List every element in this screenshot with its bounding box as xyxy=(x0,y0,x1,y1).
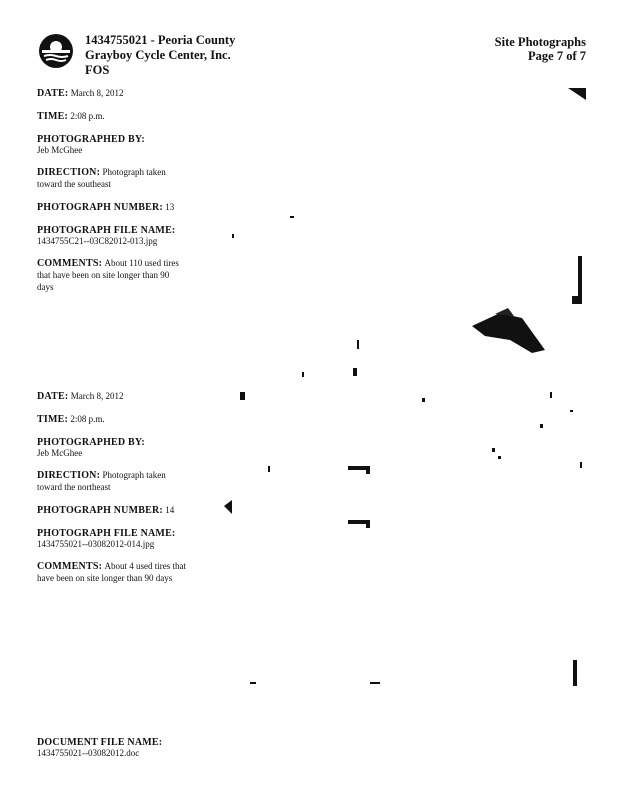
site-photo-14 xyxy=(210,388,588,688)
header-page-number: Page 7 of 7 xyxy=(528,49,586,63)
photo-entry-14 xyxy=(37,391,187,596)
direction-label: DIRECTION: xyxy=(37,470,101,481)
header-facility-name: Grayboy Cycle Center, Inc. xyxy=(85,48,231,62)
photographer-value: Jeb McGhee xyxy=(37,145,83,155)
document-file-value: 1434755021--03082012.doc xyxy=(37,748,140,758)
time-label: TIME: xyxy=(37,111,68,122)
photo-file-value: 1434755C21--03C82012-013.jpg xyxy=(37,236,158,246)
photo-13-image xyxy=(210,88,588,388)
date-value: March 8, 2012 xyxy=(70,88,124,98)
photo-entry-13 xyxy=(37,88,187,305)
time-value: 2:08 p.m. xyxy=(70,111,105,121)
photo-number-value: 13 xyxy=(165,202,175,212)
comments-label: COMMENTS: xyxy=(37,561,103,572)
photo-file-label: PHOTOGRAPH FILE NAME: xyxy=(37,528,176,539)
photographer-label: PHOTOGRAPHED BY: xyxy=(37,134,145,145)
comments-value: About 110 used tires that have been on site longer than 90 days xyxy=(37,258,179,292)
direction-label: DIRECTION: xyxy=(37,167,101,178)
comments-label: COMMENTS: xyxy=(37,258,103,269)
header-doc-title: Site Photographs xyxy=(494,35,586,49)
photo-file-label: PHOTOGRAPH FILE NAME: xyxy=(37,225,176,236)
direction-value: Photograph taken toward the northeast xyxy=(37,470,166,492)
header-page-block xyxy=(495,35,586,63)
agency-seal-logo xyxy=(38,33,74,69)
document-file-block xyxy=(37,737,162,759)
header-facility-id: 1434755021 - Peoria County xyxy=(85,33,236,47)
date-value: March 8, 2012 xyxy=(70,391,124,401)
date-label: DATE: xyxy=(37,88,69,99)
date-label: DATE: xyxy=(37,391,69,402)
header-facility-block xyxy=(85,33,235,78)
photo-number-label: PHOTOGRAPH NUMBER: xyxy=(37,202,163,213)
document-file-label: DOCUMENT FILE NAME: xyxy=(37,737,163,748)
photographer-value: Jeb McGhee xyxy=(37,448,83,458)
site-photo-13 xyxy=(210,88,588,388)
time-value: 2:08 p.m. xyxy=(70,414,105,424)
photo-file-value: 1434755021--03082012-014.jpg xyxy=(37,539,155,549)
photo-number-value: 14 xyxy=(165,505,175,515)
photographer-label: PHOTOGRAPHED BY: xyxy=(37,437,145,448)
photo-number-label: PHOTOGRAPH NUMBER: xyxy=(37,505,163,516)
header-facility-type: FOS xyxy=(85,63,110,77)
time-label: TIME: xyxy=(37,414,68,425)
comments-value: About 4 used tires that have been on site longer than 90 days xyxy=(37,561,187,583)
photo-14-image xyxy=(210,388,588,688)
direction-value: Photograph taken toward the southeast xyxy=(37,167,166,189)
